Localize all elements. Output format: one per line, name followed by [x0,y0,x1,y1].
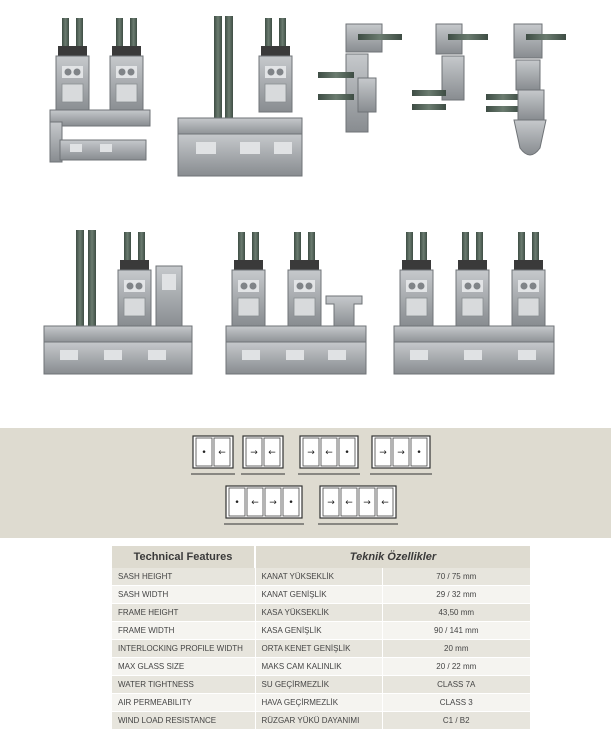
scheme-panel-symbol: ← [251,498,259,508]
scheme-panel-symbol: ← [218,448,226,458]
table-row [112,604,530,622]
opening-scheme-1 [191,436,235,474]
feature-en: WIND LOAD RESISTANCE [112,712,255,730]
table-row [112,676,530,694]
table-row [112,694,530,712]
feature-en: INTERLOCKING PROFILE WIDTH [112,640,255,658]
feature-en: AIR PERMEABILITY [112,694,255,712]
table-row [112,622,530,640]
feature-tr: KANAT GENİŞLİK [255,586,382,604]
table-row [112,658,530,676]
table-row [112,712,530,730]
feature-tr: KASA GENİŞLİK [255,622,382,640]
scheme-panel-symbol: • [344,448,350,458]
feature-tr: MAKS CAM KALINLIK [255,658,382,676]
feature-value: 20 / 22 mm [382,658,530,676]
feature-value: 29 / 32 mm [382,586,530,604]
opening-scheme-6 [318,486,398,524]
scheme-panel-symbol: ← [345,498,353,508]
feature-tr: HAVA GEÇİRMEZLİK [255,694,382,712]
feature-value: CLASS 3 [382,694,530,712]
feature-tr: KASA YÜKSEKLİK [255,604,382,622]
scheme-panel-symbol: → [397,448,405,458]
feature-en: FRAME HEIGHT [112,604,255,622]
table-row [112,568,530,586]
scheme-panel-symbol: ← [325,448,333,458]
header-technical-features: Technical Features [112,546,255,568]
feature-value: C1 / B2 [382,712,530,730]
scheme-panel-symbol: → [327,498,335,508]
interlocking-sections-group [318,24,566,155]
feature-en: MAX GLASS SIZE [112,658,255,676]
feature-tr: RÜZGAR YÜKÜ DAYANIMI [255,712,382,730]
feature-value: CLASS 7A [382,676,530,694]
table-row [112,586,530,604]
two-track-with-flyscreen-profile [226,232,366,374]
feature-en: SASH HEIGHT [112,568,255,586]
opening-scheme-4 [370,436,432,474]
three-track-with-fixed-profile [44,230,192,374]
opening-scheme-3 [298,436,360,474]
scheme-panel-symbol: ← [268,448,276,458]
feature-en: FRAME WIDTH [112,622,255,640]
scheme-panel-symbol: • [201,448,207,458]
opening-scheme-5 [224,486,304,524]
feature-value: 20 mm [382,640,530,658]
feature-en: SASH WIDTH [112,586,255,604]
scheme-panel-symbol: → [307,448,315,458]
opening-schemes [0,428,611,538]
scheme-panel-symbol: • [416,448,422,458]
three-track-sash-profile [394,232,554,374]
header-teknik-ozellikler: Teknik Özellikler [255,546,530,568]
scheme-panel-symbol: → [269,498,277,508]
table-header-row [112,546,530,568]
feature-value: 90 / 141 mm [382,622,530,640]
table-row [112,640,530,658]
opening-schemes-band [0,428,611,538]
scheme-panel-symbol: • [288,498,294,508]
feature-tr: SU GEÇİRMEZLİK [255,676,382,694]
feature-tr: KANAT YÜKSEKLİK [255,568,382,586]
scheme-panel-symbol: • [234,498,240,508]
two-track-sash-profile [50,18,150,164]
technical-features-table [112,546,530,730]
two-track-frame-with-fixed-glass-profile [178,16,302,176]
feature-tr: ORTA KENET GENİŞLİK [255,640,382,658]
feature-en: WATER TIGHTNESS [112,676,255,694]
opening-scheme-2 [241,436,285,474]
scheme-panel-symbol: → [379,448,387,458]
feature-value: 70 / 75 mm [382,568,530,586]
scheme-panel-symbol: ← [381,498,389,508]
scheme-panel-symbol: → [250,448,258,458]
feature-value: 43,50 mm [382,604,530,622]
scheme-panel-symbol: → [363,498,371,508]
